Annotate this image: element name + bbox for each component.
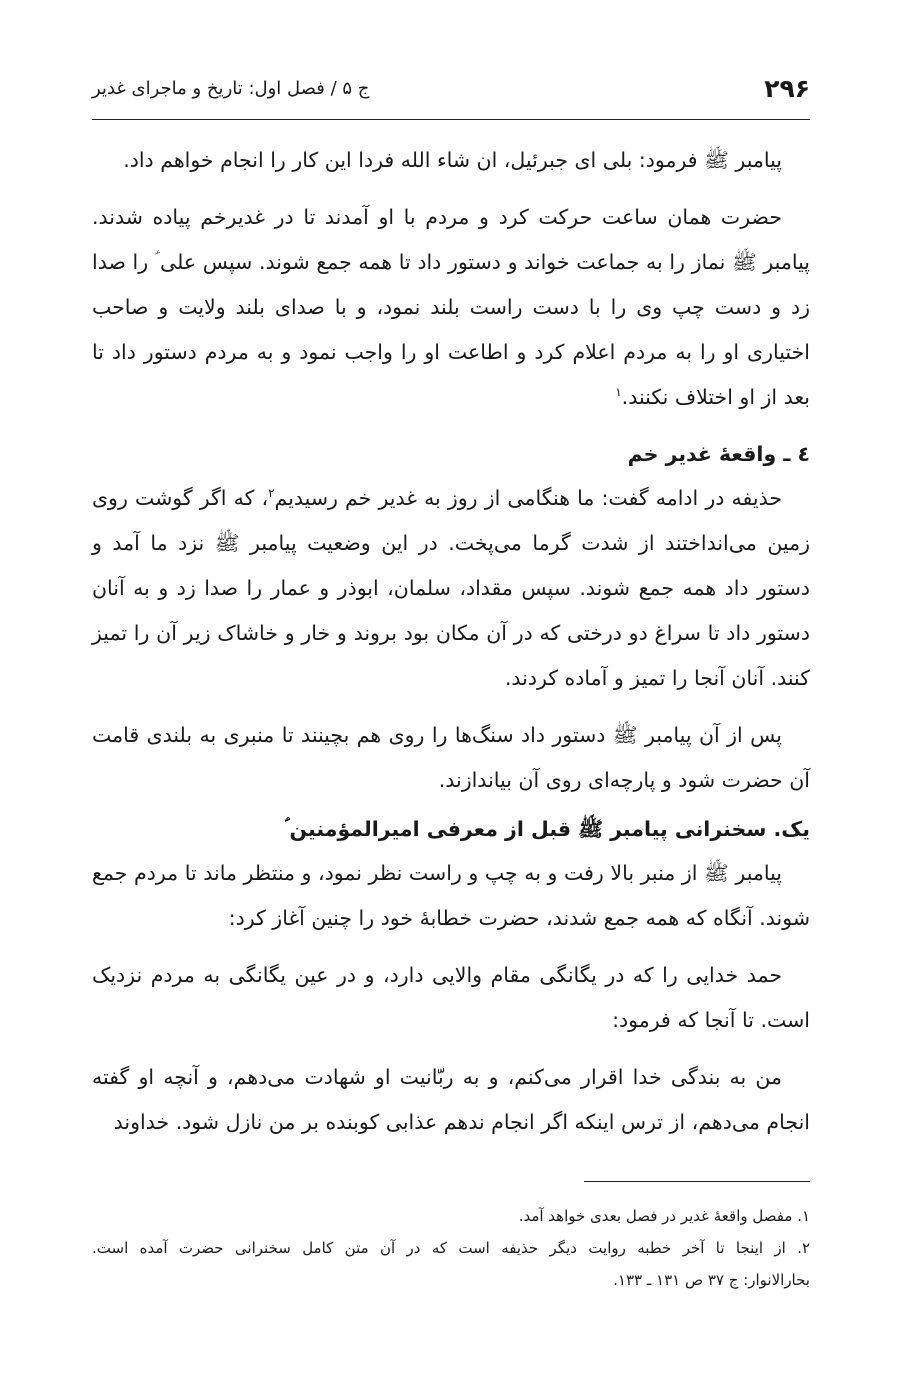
- paragraph-2: [92, 195, 810, 420]
- page-header: [92, 58, 810, 118]
- paragraph-2-text: حضرت همان ساعت حرکت کرد و مردم با او آمدند تا در غدیرخم پیاده شدند. پیامبر ﷺ نماز را به جماعت خواند و دستور داد تا همه جمع شوند. سپس علی ؑ را صدا زد و دست چپ وی را با دست راست بلند نمود، و با صدای بلند ولایت و صاحب اختیاری او را به مردم اعلام کرد و اطاعت او را واجب نمود و به مردم دستور داد تا بعد از او اختلاف نکنند.: [92, 205, 810, 409]
- page-number: ۲۹۶: [764, 73, 810, 103]
- footnote-1: ۱. مفصل واقعهٔ غدیر در فصل بعدی خواهد آمد.: [518, 1207, 810, 1225]
- footnote-2: ۲. از اینجا تا آخر خطبه روایت دیگر حذیفه است که در آن متن کامل سخنرانی حضرت آمده است.: [92, 1239, 810, 1257]
- section-heading-sermon: یک. سخنرانی پیامبر ﷺ قبل از معرفی امیرالمؤمنین ؑ: [284, 817, 810, 841]
- paragraph-5: پیامبر ﷺ از منبر بالا رفت و به چپ و راست نظر نمود، و منتظر ماند تا مردم جمع شوند. آنگاه که همه جمع شدند، حضرت خطابهٔ خود را چنین آغاز کرد:: [92, 861, 810, 930]
- footnote-ref-1: ۱: [615, 385, 622, 400]
- header-rule: [92, 119, 810, 120]
- footnote-ref-2: ۲: [268, 486, 275, 501]
- section-heading-ghadir: ٤ ـ واقعهٔ غدیر خم: [627, 442, 810, 466]
- main-text: [92, 138, 810, 1157]
- footnote-rule: [584, 1181, 810, 1182]
- paragraph-6: حمد خدایی را که در یگانگی مقام والایی دارد، و در عین یگانگی به مردم نزدیک است. تا آنجا که فرمود:: [92, 963, 810, 1032]
- paragraph-4: پس از آن پیامبر ﷺ دستور داد سنگ‌ها را روی هم بچینند تا منبری به بلندی قامت آن حضرت شود و پارچه‌ای روی آن بیاندازند.: [92, 723, 810, 792]
- paragraph-3: [92, 476, 810, 701]
- paragraph-3-text-b: ، که اگر گوشت روی زمین می‌انداختند از شدت گرما می‌پخت. در این وضعیت پیامبر ﷺ نزد ما آمد و دستور داد همه جمع شوند. سپس مقداد، سلمان، ابوذر و عمار را صدا زد و به آنان دستور داد تا سراغ دو درختی که در آن مکان بود بروند و خار و خاشاک زیر آن را تمیز کنند. آنان آنجا را تمیز و آماده کردند.: [92, 486, 810, 690]
- paragraph-3-text-a: حذیفه در ادامه گفت: ما هنگامی از روز به غدیر خم رسیدیم: [274, 486, 782, 510]
- running-head: ج ۵ / فصل اول: تاریخ و ماجرای غدیر: [92, 77, 370, 99]
- footnotes: [92, 1200, 810, 1296]
- paragraph-7: من به بندگی خدا اقرار می‌کنم، و به ربّانیت او شهادت می‌دهم، و آنچه او گفته انجام می‌دهم، از ترس اینکه اگر انجام ندهم عذابی کوبنده بر من نازل شود. خداوند: [92, 1065, 810, 1134]
- footnote-2-source: بحارالانوار: ج ۳۷ ص ۱۳۱ ـ ۱۳۳.: [613, 1271, 810, 1289]
- paragraph-1: پیامبر ﷺ فرمود: بلی ای جبرئیل، ان شاء الله فردا این کار را انجام خواهم داد.: [123, 148, 782, 172]
